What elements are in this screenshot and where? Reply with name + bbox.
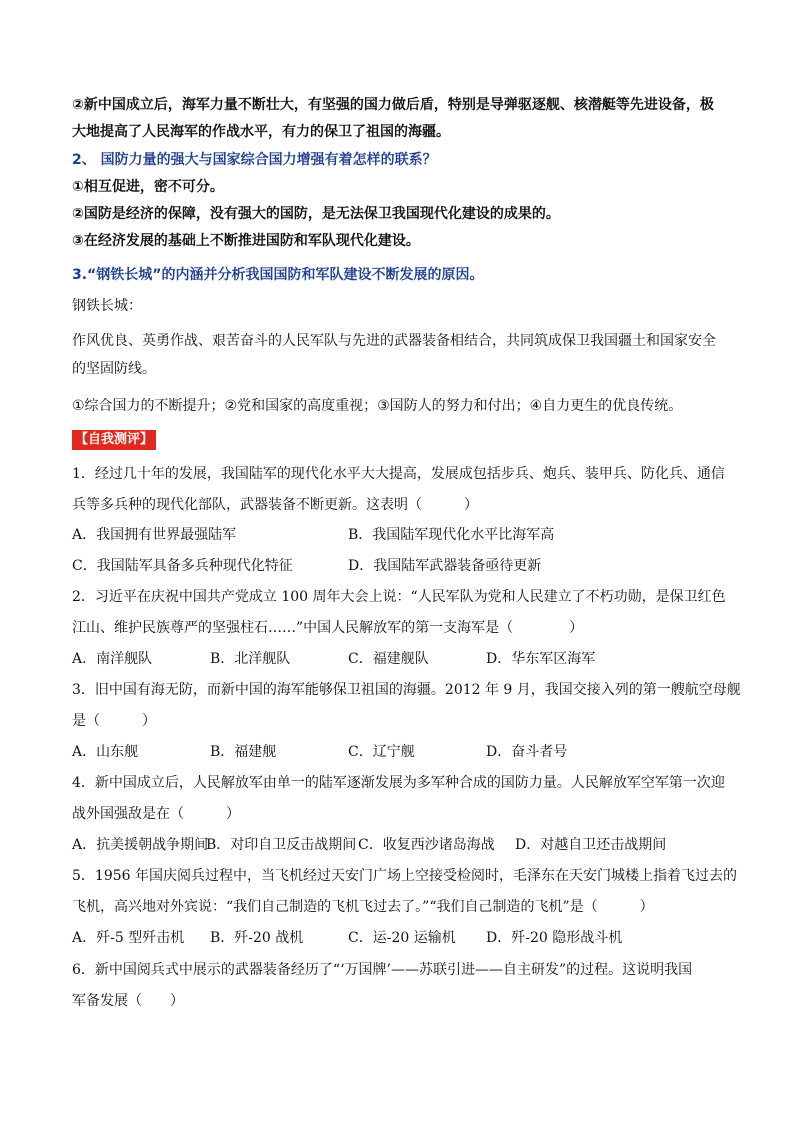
- option-a[interactable]: A．歼-5 型歼击机: [72, 930, 185, 946]
- option-c[interactable]: C．运-20 运输机: [348, 930, 456, 946]
- question-line: 是（ ）: [72, 713, 156, 729]
- option-b[interactable]: B．对印自卫反击战期间: [206, 837, 357, 853]
- option-d[interactable]: D．我国陆军武器装备亟待更新: [348, 558, 542, 574]
- question-line: 战外国强敌是在（ ）: [72, 806, 240, 822]
- question-line: 1．经过几十年的发展，我国陆军的现代化水平大大提高，发展成包括步兵、炮兵、装甲兵、防化兵、通信: [72, 466, 725, 482]
- option-d[interactable]: D．歼-20 隐形战斗机: [486, 930, 623, 946]
- question-heading: 2、 国防力量的强大与国家综合国力增强有着怎样的联系？: [72, 152, 437, 168]
- question-line: 3．旧中国有海无防，而新中国的海军能够保卫祖国的海疆。2012 年 9 月，我国交接入列的第一艘航空母舰: [72, 682, 741, 698]
- option-b[interactable]: B．福建舰: [210, 744, 277, 760]
- paragraph-line: 大地提高了人民海军的作战水平，有力的保卫了祖国的海疆。: [72, 124, 450, 140]
- great-wall-label: 钢铁长城：: [72, 298, 142, 314]
- option-c[interactable]: C．收复西沙诸岛海战: [358, 837, 495, 853]
- option-c[interactable]: C．辽宁舰: [348, 744, 415, 760]
- question-line: 5．1956 年国庆阅兵过程中，当飞机经过天安门广场上空接受检阅时，毛泽东在天安门城楼上指着飞过去的: [72, 868, 737, 884]
- option-b[interactable]: B．北洋舰队: [210, 651, 291, 667]
- question-heading: 3.“钢铁长城”的内涵并分析我国国防和军队建设不断发展的原因。: [72, 267, 484, 283]
- question-line: 2．习近平在庆祝中国共产党成立 100 周年大会上说：“人民军队为党和人民建立了不朽功勋，是保卫红色: [72, 589, 726, 605]
- question-line: 江山、维护民族尊严的坚强柱石……”中国人民解放军的第一支海军是（ ）: [72, 620, 584, 636]
- option-c[interactable]: C．福建舰队: [348, 651, 429, 667]
- option-d[interactable]: D．华东军区海军: [486, 651, 596, 667]
- option-a[interactable]: A．南洋舰队: [72, 651, 153, 667]
- question-line: 军备发展（ ）: [72, 993, 184, 1009]
- section-tag: 【自我测评】: [72, 430, 156, 450]
- question-line: 6．新中国阅兵式中展示的武器装备经历了“‘万国牌’——苏联引进——自主研发”的过程。这说明我国: [72, 962, 693, 978]
- question-line: 飞机，高兴地对外宾说：“我们自己制造的飞机飞过去了。”“我们自己制造的飞机”是（ ）: [72, 899, 654, 915]
- answer-line: ③在经济发展的基础上不断推进国防和军队现代化建设。: [72, 233, 420, 249]
- option-a[interactable]: A．抗美援朝战争期间: [72, 837, 209, 853]
- option-b[interactable]: B．歼-20 战机: [210, 930, 304, 946]
- answer-line: ①相互促进，密不可分。: [72, 179, 224, 195]
- question-line: 兵等多兵种的现代化部队，武器装备不断更新。这表明（ ）: [72, 497, 478, 513]
- answer-line: ②国防是经济的保障，没有强大的国防，是无法保卫我国现代化建设的成果的。: [72, 206, 560, 222]
- paragraph-line: ②新中国成立后，海军力量不断壮大，有坚强的国力做后盾，特别是导弹驱逐舰、核潜艇等先进设备，极: [72, 97, 714, 113]
- option-b[interactable]: B．我国陆军现代化水平比海军高: [348, 527, 555, 543]
- question-line: 4．新中国成立后，人民解放军由单一的陆军逐渐发展为多军种合成的国防力量。人民解放军空军第一次迎: [72, 775, 725, 791]
- paragraph-line: 的坚固防线。: [72, 361, 156, 377]
- reasons-line: ①综合国力的不断提升；②党和国家的高度重视；③国防人的努力和付出；④自力更生的优良传统。: [72, 398, 683, 414]
- option-d[interactable]: D．对越自卫还击战期间: [515, 837, 667, 853]
- option-a[interactable]: A．山东舰: [72, 744, 139, 760]
- option-a[interactable]: A．我国拥有世界最强陆军: [72, 527, 237, 543]
- paragraph-line: 作风优良、英勇作战、艰苦奋斗的人民军队与先进的武器装备相结合，共同筑成保卫我国疆土和国家安全: [72, 333, 716, 349]
- option-c[interactable]: C．我国陆军具备多兵种现代化特征: [72, 558, 293, 574]
- option-d[interactable]: D．奋斗者号: [486, 744, 568, 760]
